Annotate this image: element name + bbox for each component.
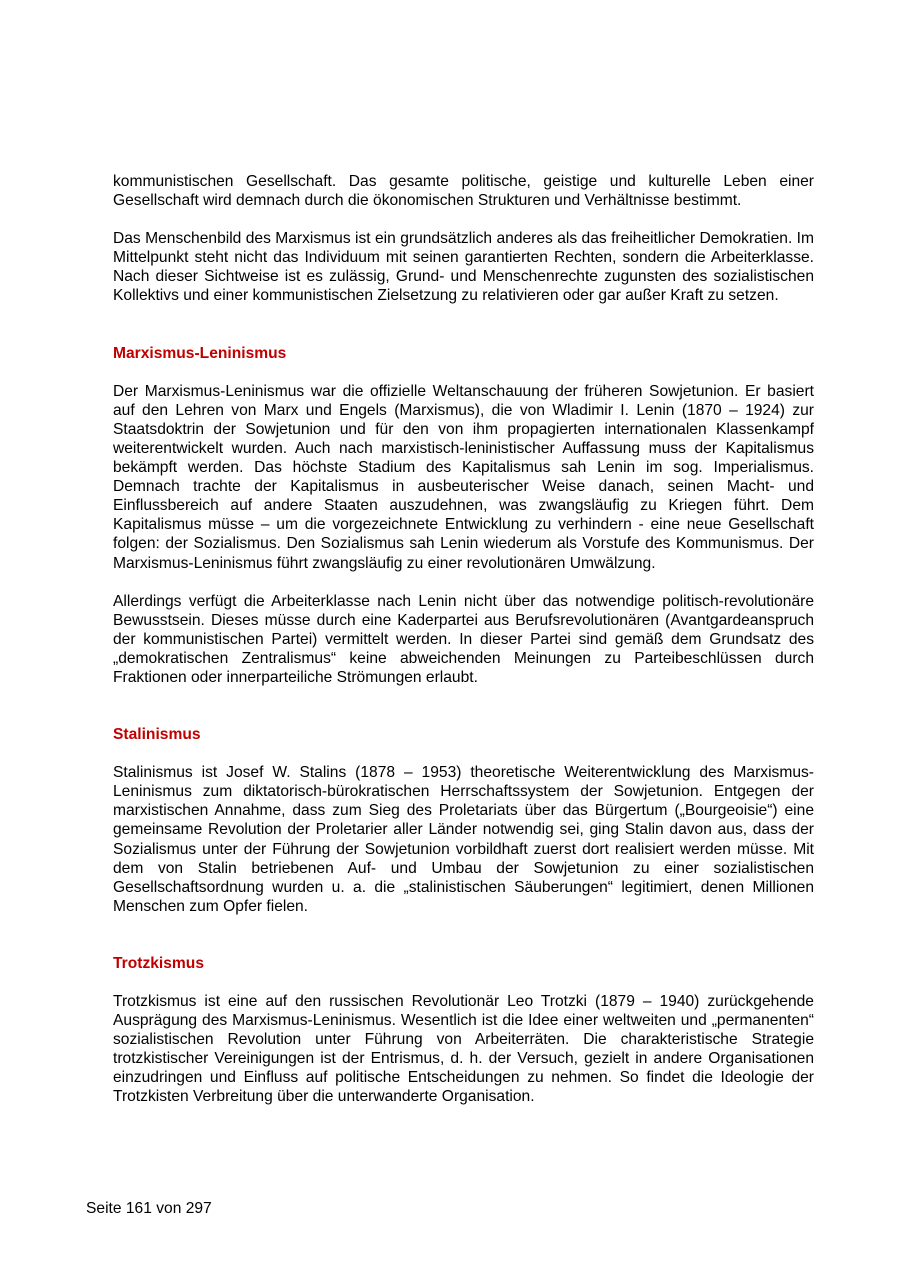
intro-paragraph-1: kommunistischen Gesellschaft. Das gesamte politische, geistige und kulturelle Leben einer Gesellschaft wird demnach durch die ökonomischen Strukturen und Verhältnisse bestimmt. (113, 173, 814, 210)
heading-stalinismus: Stalinismus (113, 726, 201, 744)
marxismus-leninismus-paragraph-2: Allerdings verfügt die Arbeiterklasse nach Lenin nicht über das notwendige politisch-revolutionäre Bewusstsein. Dieses müsse durch eine Kaderpartei aus Berufsrevolutionären (Avantgardeanspruch der kommunistischen Partei) vermittelt werden. In dieser Partei sind gemäß dem Grundsatz des „demokratischen Zentralismus“ keine abweichenden Meinungen zu Parteibeschlüssen durch Fraktionen oder innerparteiliche Strömungen erlaubt. (113, 592, 814, 686)
intro-paragraph-2: Das Menschenbild des Marxismus ist ein grundsätzlich anderes als das freiheitlicher Demokratien. Im Mittelpunkt steht nicht das Individuum mit seinen garantierten Rechten, sondern die Arbeiterklasse. Nach dieser Sichtweise ist es zulässig, Grund- und Menschenrechte zugunsten des sozialistischen Kollektivs und einer kommunistischen Zielsetzung zu relativieren oder gar außer Kraft zu setzen. (113, 230, 814, 305)
stalinismus-paragraph-1: Stalinismus ist Josef W. Stalins (1878 – 1953) theoretische Weiterentwicklung des Marxismus-Leninismus zum diktatorisch-bürokratischen Herrschaftssystem der Sowjetunion. Entgegen der marxistischen Annahme, dass zum Sieg des Proletariats über das Bürgertum („Bourgeoisie“) eine gemeinsame Revolution der Proletarier aller Länder notwendig sei, ging Stalin davon aus, dass der Sozialismus unter der Führung der Sowjetunion vorbildhaft zuerst dort realisiert werden müsse. Mit dem von Stalin betriebenen Auf- und Umbau der Sowjetunion zu einer sozialistischen Gesellschaftsordnung wurden u. a. die „stalinistischen Säuberungen“ legitimiert, denen Millionen Menschen zum Opfer fielen. (113, 764, 814, 915)
page-number: Seite 161 von 297 (86, 1200, 212, 1217)
heading-trotzkismus: Trotzkismus (113, 954, 204, 972)
heading-marxismus-leninismus: Marxismus-Leninismus (113, 344, 287, 362)
trotzkismus-paragraph-1: Trotzkismus ist eine auf den russischen Revolutionär Leo Trotzki (1879 – 1940) zurückgehende Ausprägung des Marxismus-Leninismus. Wesentlich ist die Idee einer weltweiten und „permanenten“ sozialistischen Revolution unter Führung von Arbeiterräten. Die charakteristische Strategie trotzkistischer Vereinigungen ist der Entrismus, d. h. der Versuch, gezielt in andere Organisationen einzudringen und Einfluss auf politische Entscheidungen zu nehmen. So findet die Ideologie der Trotzkisten Verbreitung über die unterwanderte Organisation. (113, 993, 814, 1106)
page-content (113, 172, 814, 1107)
marxismus-leninismus-paragraph-1: Der Marxismus-Leninismus war die offizielle Weltanschauung der früheren Sowjetunion. Er basiert auf den Lehren von Marx und Engels (Marxismus), die von Wladimir I. Lenin (1870 – 1924) zur Staatsdoktrin der Sowjetunion und für den von ihm propagierten internationalen Klassenkampf weiterentwickelt wurden. Auch nach marxistisch-leninistischer Auffassung muss der Kapitalismus bekämpft werden. Das höchste Stadium des Kapitalismus sah Lenin im sog. Imperialismus. Demnach trachte der Kapitalismus in ausbeuterischer Weise danach, seinen Macht- und Einflussbereich auf andere Staaten auszudehnen, was zwangsläufig zu Kriegen führt. Dem Kapitalismus müsse – um die vorgezeichnete Entwicklung zu verhindern - eine neue Gesellschaft folgen: der Sozialismus. Den Sozialismus sah Lenin wiederum als Vorstufe des Kommunismus. Der Marxismus-Leninismus führt zwangsläufig zu einer revolutionären Umwälzung. (113, 382, 814, 572)
